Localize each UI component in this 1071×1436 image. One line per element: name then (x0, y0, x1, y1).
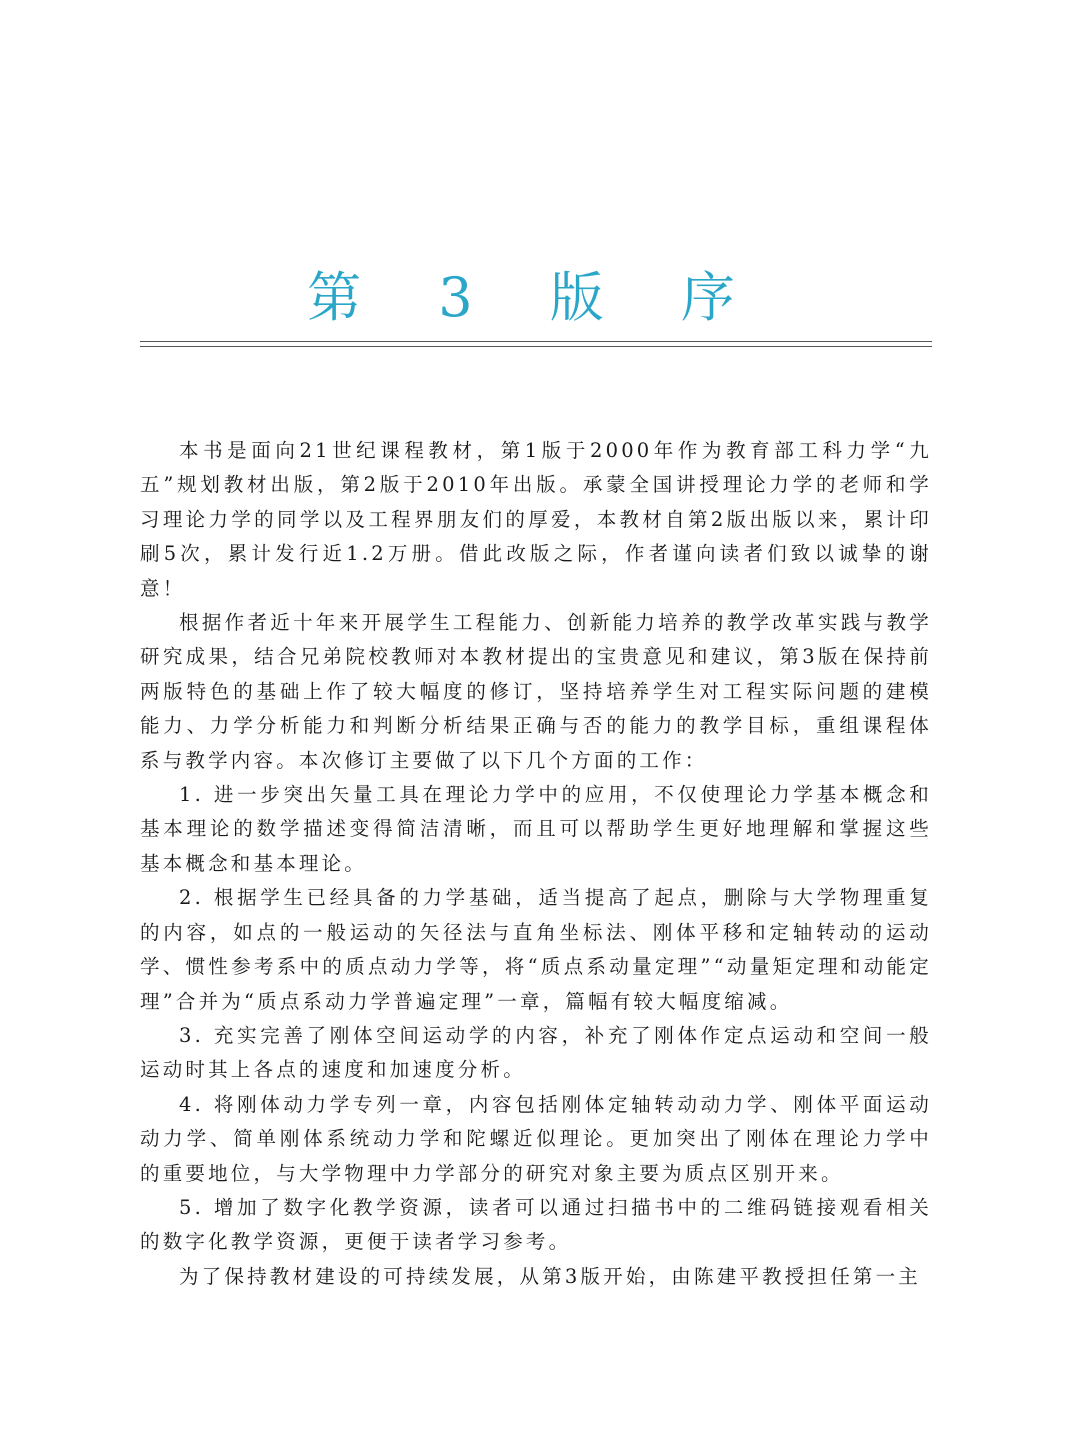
paragraph-2: 根据作者近十年来开展学生工程能力、创新能力培养的教学改革实践与教学研究成果，结合兄弟院校教师对本教材提出的宝贵意见和建议，第3版在保持前两版特色的基础上作了较大幅度的修订，坚持培养学生对工程实际问题的建模能力、力学分析能力和判断分析结果正确与否的能力的教学目标，重组课程体系与教学内容。本次修订主要做了以下几个方面的工作： (140, 611, 932, 772)
paragraph-4: 2. 根据学生已经具备的力学基础，适当提高了起点，删除与大学物理重复的内容，如点的一般运动的矢径法与直角坐标法、刚体平移和定轴转动的运动学、惯性参考系中的质点动力学等，将“质点系动量定理”“动量矩定理和动能定理”合并为“质点系动力学普遍定理”一章，篇幅有较大幅度缩减。 (140, 886, 932, 1013)
page-title: 第 3 版 序 (307, 266, 765, 329)
paragraph-1: 本书是面向21世纪课程教材，第1版于2000年作为教育部工科力学“九五”规划教材出版，第2版于2010年出版。承蒙全国讲授理论力学的老师和学习理论力学的同学以及工程界朋友们的厚爱，本教材自第2版出版以来，累计印刷5次，累计发行近1.2万册。借此改版之际，作者谨向读者们致以诚挚的谢意！ (140, 439, 932, 600)
paragraph-8: 为了保持教材建设的可持续发展，从第3版开始，由陈建平教授担任第一主 (179, 1264, 922, 1288)
body-text (140, 434, 932, 1294)
title-rule-bottom (140, 346, 932, 347)
paragraph-7: 5. 增加了数字化教学资源，读者可以通过扫描书中的二维码链接观看相关的数字化教学资源，更便于读者学习参考。 (140, 1195, 932, 1254)
paragraph-3: 1. 进一步突出矢量工具在理论力学中的应用，不仅使理论力学基本概念和基本理论的数学描述变得简洁清晰，而且可以帮助学生更好地理解和掌握这些基本概念和基本理论。 (140, 783, 932, 875)
title-rule-top (140, 341, 932, 342)
paragraph-6: 4. 将刚体动力学专列一章，内容包括刚体定轴转动动力学、刚体平面运动动力学、简单刚体系统动力学和陀螺近似理论。更加突出了刚体在理论力学中的重要地位，与大学物理中力学部分的研究对象主要为质点区别开来。 (140, 1092, 932, 1185)
paragraph-5: 3. 充实完善了刚体空间运动学的内容，补充了刚体作定点运动和空间一般运动时其上各点的速度和加速度分析。 (140, 1023, 932, 1082)
